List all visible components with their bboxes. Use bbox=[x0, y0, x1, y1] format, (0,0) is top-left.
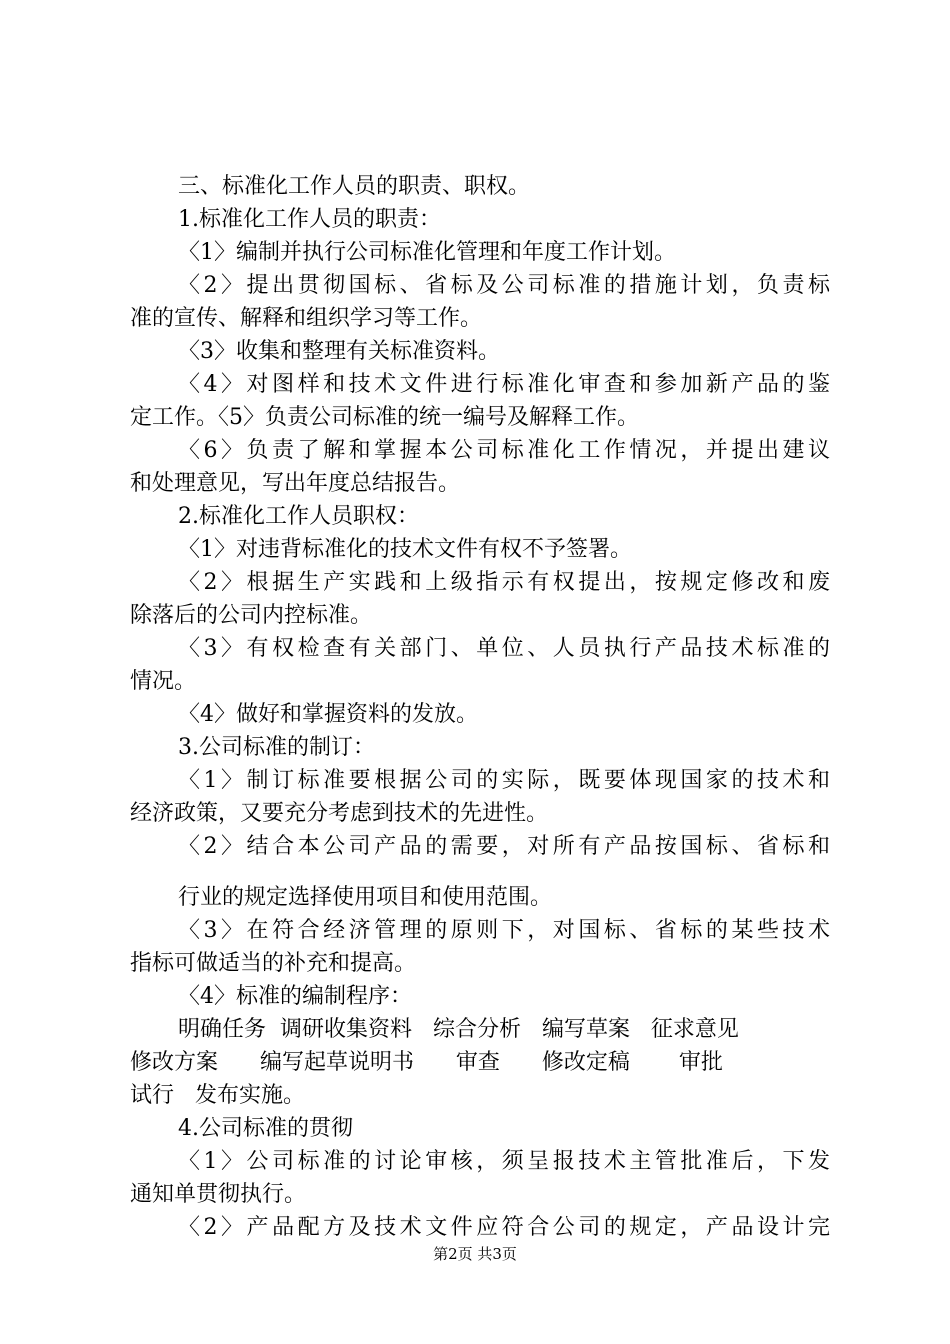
paragraph-line: 通知单贯彻执行。 bbox=[130, 1182, 307, 1207]
document-body bbox=[130, 170, 830, 1244]
paragraph-line: 〈3〉收集和整理有关标准资料。 bbox=[178, 339, 500, 364]
paragraph-line: 〈2〉产品配方及技术文件应符合公司的规定，产品设计完 bbox=[178, 1215, 830, 1240]
paragraph-line: 〈4〉标准的编制程序： bbox=[178, 984, 412, 1009]
subsection-heading: 2.标准化工作人员职权： bbox=[178, 504, 419, 529]
paragraph-line: 〈1〉制订标准要根据公司的实际，既要体现国家的技术和 bbox=[178, 768, 830, 793]
paragraph-line: 〈3〉有权检查有关部门、单位、人员执行产品技术标准的 bbox=[178, 636, 830, 661]
paragraph-line: 〈1〉对违背标准化的技术文件有权不予签署。 bbox=[178, 537, 632, 562]
procedure-steps-line: 试行 发布实施。 bbox=[130, 1083, 305, 1108]
paragraph-line: 除落后的公司内控标准。 bbox=[130, 603, 373, 628]
paragraph-line: 〈2〉根据生产实践和上级指示有权提出，按规定修改和废 bbox=[178, 570, 830, 595]
paragraph-line: 准的宣传、解释和组织学习等工作。 bbox=[130, 306, 483, 331]
paragraph-line: 经济政策，又要充分考虑到技术的先进性。 bbox=[130, 801, 549, 826]
paragraph-gap bbox=[130, 863, 830, 881]
paragraph-line: 指标可做适当的补充和提高。 bbox=[130, 951, 417, 976]
paragraph-line: 〈1〉公司标准的讨论审核，须呈报技术主管批准后，下发 bbox=[178, 1149, 830, 1174]
subsection-heading: 4.公司标准的贯彻 bbox=[178, 1116, 353, 1141]
paragraph-line: 行业的规定选择使用项目和使用范围。 bbox=[178, 885, 553, 910]
subsection-heading: 3.公司标准的制订： bbox=[178, 735, 375, 760]
section-heading: 三、标准化工作人员的职责、职权。 bbox=[178, 174, 531, 199]
page-number-footer: 第2页 共3页 bbox=[433, 1245, 517, 1263]
paragraph-line: 〈4〉做好和掌握资料的发放。 bbox=[178, 702, 478, 727]
paragraph-line: 〈1〉编制并执行公司标准化管理和年度工作计划。 bbox=[178, 240, 676, 265]
paragraph-line: 情况。 bbox=[130, 669, 197, 694]
procedure-steps-line: 明确任务 调研收集资料 综合分析 编写草案 征求意见 bbox=[178, 1017, 739, 1042]
paragraph-line: 〈3〉在符合经济管理的原则下，对国标、省标的某些技术 bbox=[178, 918, 830, 943]
paragraph-line: 〈2〉提出贯彻国标、省标及公司标准的措施计划，负责标 bbox=[178, 273, 830, 298]
procedure-steps-line: 修改方案 编写起草说明书 审查 修改定稿 审批 bbox=[130, 1050, 723, 1075]
paragraph-line: 〈2〉结合本公司产品的需要，对所有产品按国标、省标和 bbox=[178, 834, 830, 859]
subsection-heading: 1.标准化工作人员的职责： bbox=[178, 207, 441, 232]
paragraph-line: 定工作。〈5〉负责公司标准的统一编号及解释工作。 bbox=[130, 405, 639, 430]
paragraph-line: 〈6〉负责了解和掌握本公司标准化工作情况，并提出建议 bbox=[178, 438, 830, 463]
paragraph-line: 和处理意见，写出年度总结报告。 bbox=[130, 471, 461, 496]
paragraph-line: 〈4〉对图样和技术文件进行标准化审查和参加新产品的鉴 bbox=[178, 372, 830, 397]
